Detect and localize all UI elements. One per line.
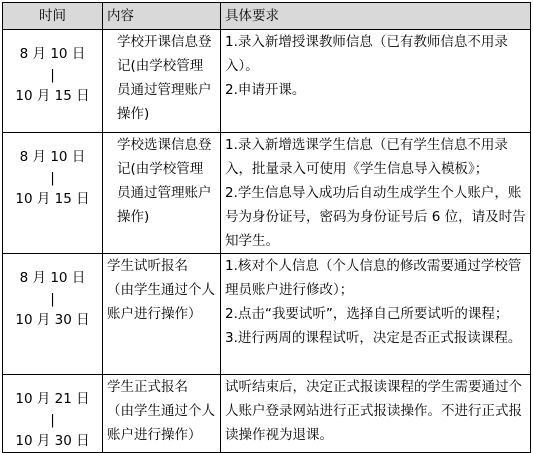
- content-cell: 学校开课信息登记(由学校管理员通过管理账户操作): [103, 30, 221, 133]
- time-cell: 8 月 10 日 | 10 月 30 日: [3, 254, 103, 375]
- requirements-cell: [221, 254, 531, 375]
- requirement-item: 2.申请开课。: [225, 82, 306, 98]
- requirements-cell: [221, 30, 531, 133]
- content-cell: 学校选课信息登记(由学校管理员通过管理账户操作): [103, 133, 221, 254]
- requirement-item: 1.录入新增授课教师信息（已有教师信息不用录入）。: [225, 34, 508, 74]
- requirement-item: 试听结束后，决定正式报读课程的学生需要通过个人账户登录网站进行正式报读操作。不进行正式报读操作视为退课。: [225, 379, 522, 443]
- requirement-item: 2.点击“我要试听”，选择自己所要试听的课程；: [225, 306, 509, 322]
- header-content: 内容: [103, 3, 221, 30]
- requirement-item: 1.核对个人信息（个人信息的修改需要通过学校管理员账户进行修改）；: [225, 258, 522, 298]
- requirements-cell: [221, 133, 531, 254]
- header-requirements: 具体要求: [221, 3, 531, 30]
- requirements-cell: [221, 375, 531, 453]
- time-cell: 8 月 10 日 | 10 月 15 日: [3, 133, 103, 254]
- content-cell: 学生试听报名 （由学生通过个人账户进行操作）: [103, 254, 221, 375]
- table-row: [3, 375, 531, 453]
- table-row: [3, 254, 531, 375]
- requirement-item: 2.学生信息导入成功后自动生成学生个人账户，账号为身份证号，密码为身份证号后 6 位，请及时告知学生。: [225, 185, 526, 249]
- requirement-item: 3.进行两周的课程试听，决定是否正式报读课程。: [225, 330, 522, 346]
- table-row: [3, 133, 531, 254]
- header-time: 时间: [3, 3, 103, 30]
- time-cell: 10 月 21 日 | 10 月 30 日: [3, 375, 103, 453]
- time-cell: 8 月 10 日 | 10 月 15 日: [3, 30, 103, 133]
- content-cell: 学生正式报名 （由学生通过个人账户进行操作）: [103, 375, 221, 453]
- requirement-item: 1.录入新增选课学生信息（已有学生信息不用录入，批量录入可使用《学生信息导入模板》；: [225, 137, 508, 177]
- registration-schedule-table: [2, 2, 531, 453]
- table-header-row: [3, 3, 531, 30]
- table-row: [3, 30, 531, 133]
